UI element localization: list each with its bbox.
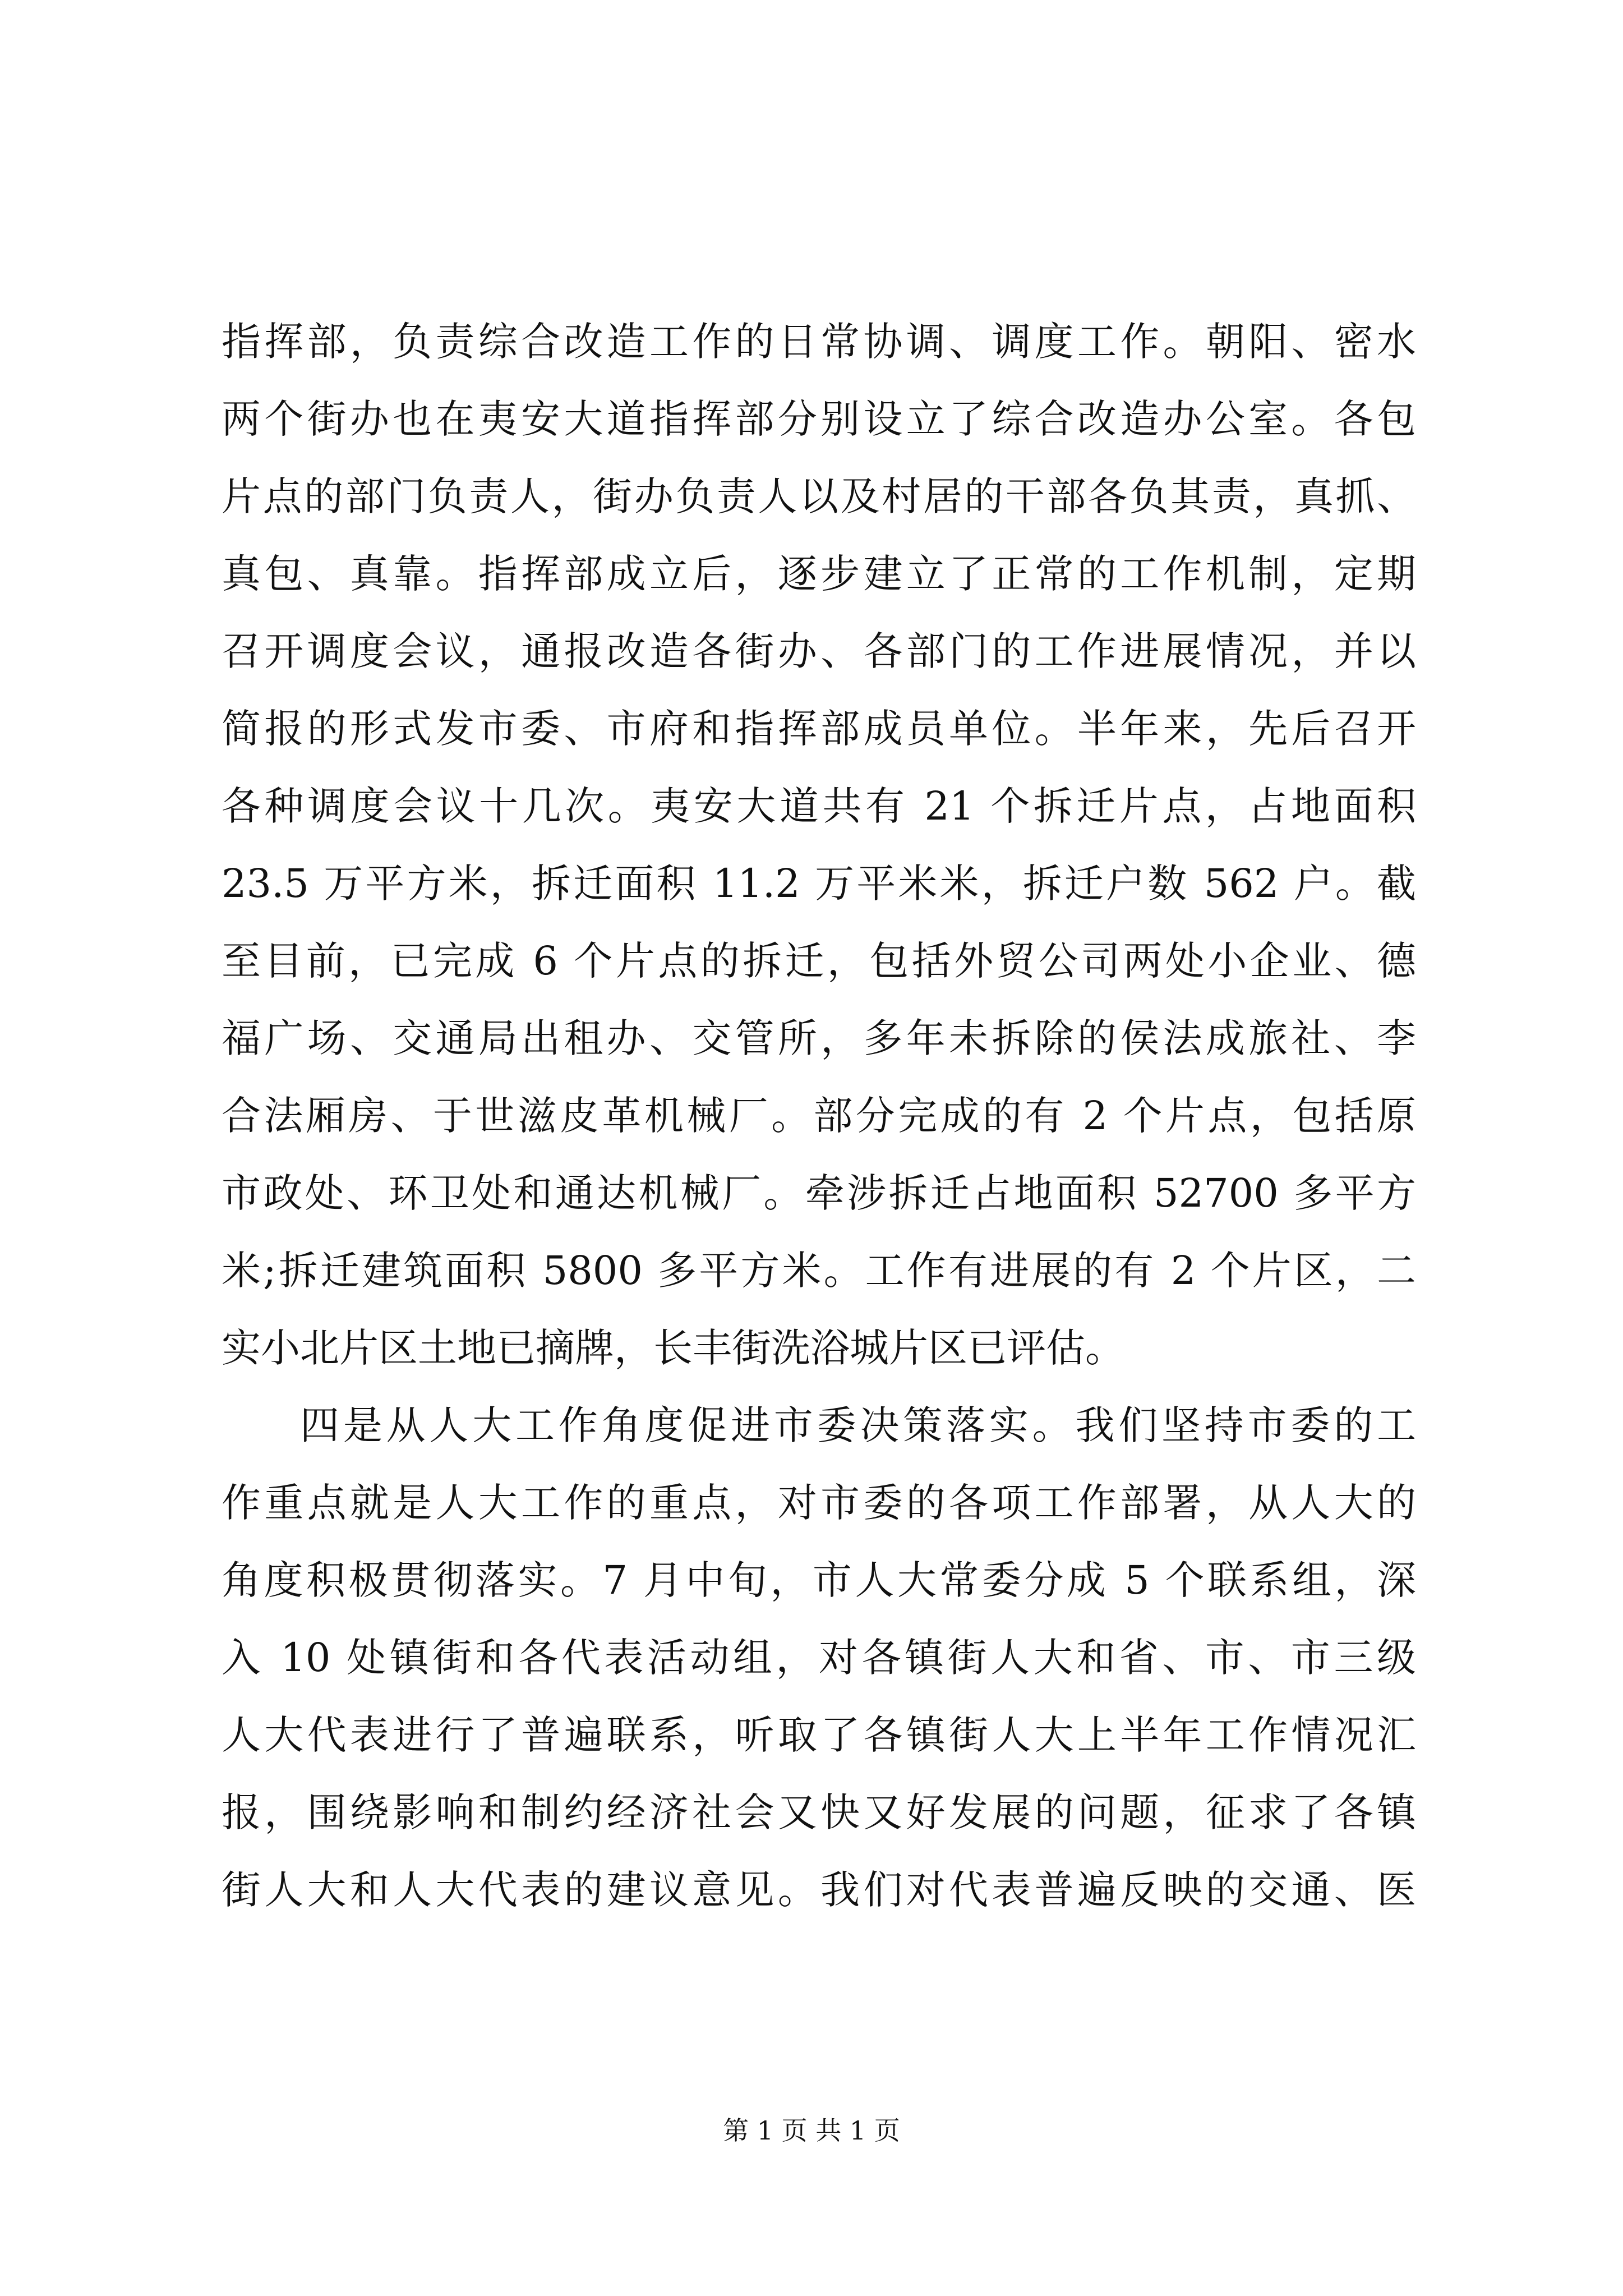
document-body: [222, 303, 1416, 1929]
paragraph-1-line: 米;拆迁建筑面积 5800 多平方米。工作有进展的有 2 个片区，二: [222, 1248, 1416, 1294]
paragraph-1-line: 合法厢房、于世滋皮革机械厂。部分完成的有 2 个片点，包括原: [222, 1093, 1416, 1139]
paragraph-1-line: 两个街办也在夷安大道指挥部分别设立了综合改造办公室。各包: [222, 396, 1416, 442]
paragraph-1-line: 福广场、交通局出租办、交管所，多年未拆除的侯法成旅社、李: [222, 1015, 1416, 1061]
paragraph-2-line: 角度积极贯彻落实。7 月中旬，市人大常委分成 5 个联系组，深: [222, 1557, 1416, 1603]
paragraph-2-line: 人大代表进行了普遍联系，听取了各镇街人大上半年工作情况汇: [222, 1712, 1416, 1758]
paragraph-2-line: 报，围绕影响和制约经济社会又快又好发展的问题，征求了各镇: [222, 1789, 1416, 1835]
paragraph-2-line: 四是从人大工作角度促进市委决策落实。我们坚持市委的工: [300, 1402, 1416, 1448]
paragraph-2-line: 作重点就是人大工作的重点，对市委的各项工作部署，从人大的: [222, 1480, 1416, 1526]
paragraph-1-line: 23.5 万平方米，拆迁面积 11.2 万平米米，拆迁户数 562 户。截: [222, 861, 1416, 907]
paragraph-1-line: 至目前，已完成 6 个片点的拆迁，包括外贸公司两处小企业、德: [222, 938, 1416, 984]
paragraph-1-line: 召开调度会议，通报改造各街办、各部门的工作进展情况，并以: [222, 628, 1416, 674]
paragraph-1-line: 简报的形式发市委、市府和指挥部成员单位。半年来，先后召开: [222, 706, 1416, 752]
paragraph-1-line: 实小北片区土地已摘牌，长丰街洗浴城片区已评估。: [222, 1325, 1124, 1371]
paragraph-2-line: 街人大和人大代表的建议意见。我们对代表普遍反映的交通、医: [222, 1867, 1416, 1913]
paragraph-1-line: 各种调度会议十几次。夷安大道共有 21 个拆迁片点，占地面积: [222, 783, 1416, 829]
page-footer: 第 1 页 共 1 页: [723, 2115, 900, 2146]
paragraph-1-line: 指挥部，负责综合改造工作的日常协调、调度工作。朝阳、密水: [222, 319, 1416, 365]
paragraph-2-line: 入 10 处镇街和各代表活动组，对各镇街人大和省、市、市三级: [222, 1635, 1416, 1681]
paragraph-1-line: 市政处、环卫处和通达机械厂。牵涉拆迁占地面积 52700 多平方: [222, 1170, 1416, 1216]
paragraph-1-line: 真包、真靠。指挥部成立后，逐步建立了正常的工作机制，定期: [222, 551, 1416, 597]
paragraph-1-line: 片点的部门负责人，街办负责人以及村居的干部各负其责，真抓、: [222, 473, 1416, 519]
